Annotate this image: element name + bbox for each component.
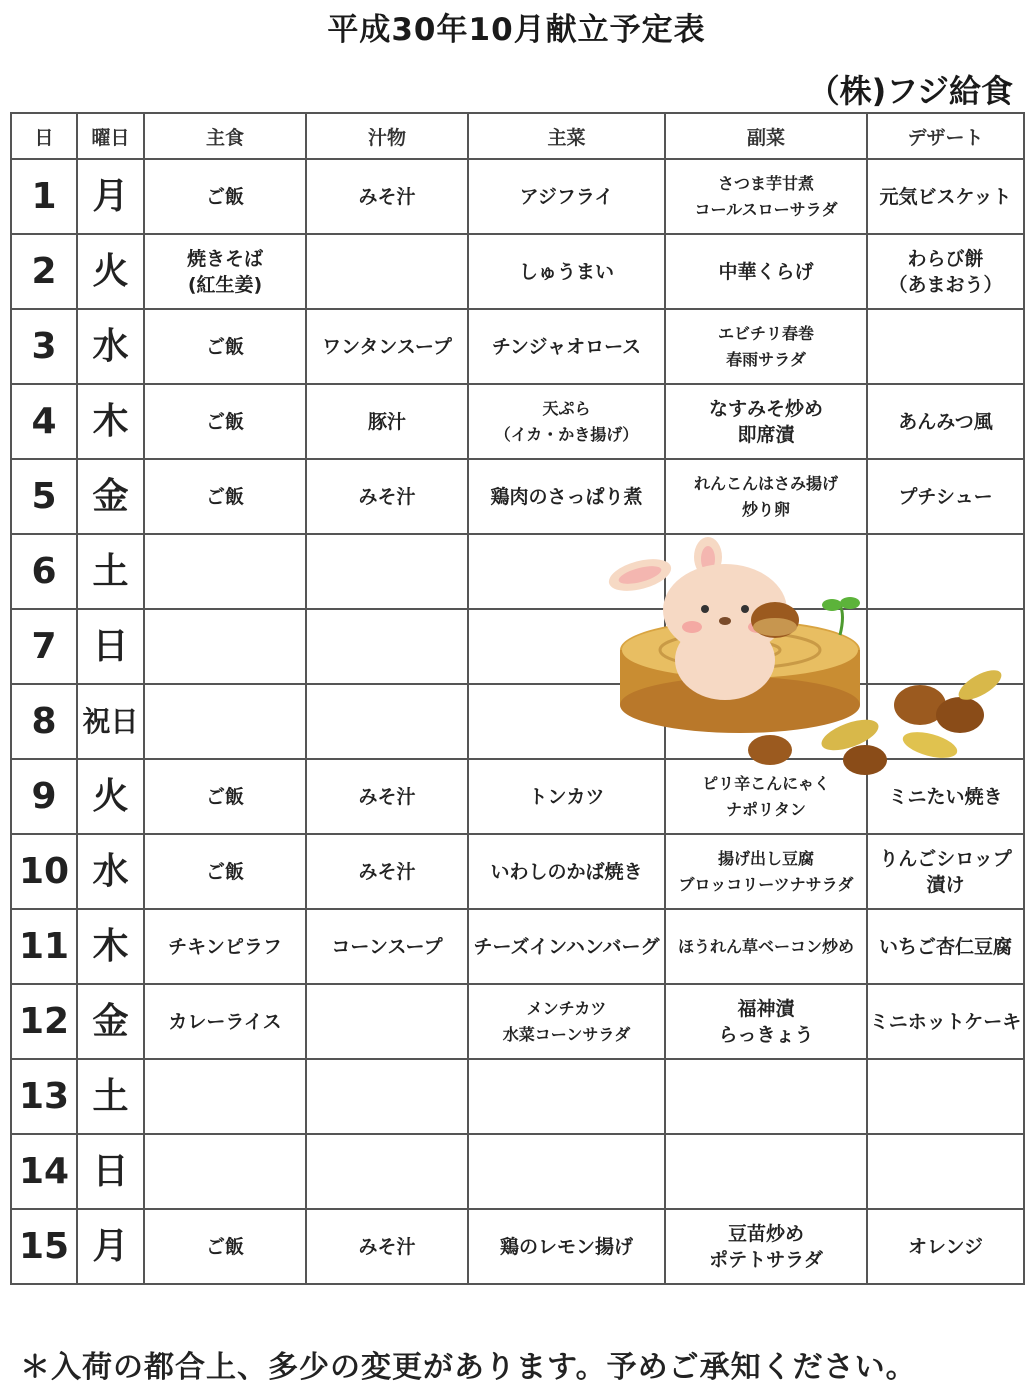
staple-cell	[144, 384, 306, 459]
main-dish-cell	[468, 984, 665, 1059]
page-title: 平成30年10月献立予定表	[327, 12, 706, 48]
day-cell-text: 9	[31, 775, 57, 817]
side-dish-cell-text: 福神漬 らっきょう	[718, 997, 814, 1046]
staple-cell-text: カレーライス	[168, 1010, 282, 1033]
soup-cell	[306, 759, 468, 834]
table-row	[11, 909, 1024, 984]
weekday-cell-text: 土	[92, 1075, 129, 1117]
day-cell	[11, 609, 77, 684]
weekday-cell	[77, 834, 144, 909]
dessert-cell	[867, 384, 1024, 459]
main-dish-cell	[468, 1209, 665, 1284]
weekday-cell-text: 月	[92, 175, 129, 217]
soup-cell	[306, 309, 468, 384]
staple-cell	[144, 684, 306, 759]
side-dish-cell	[665, 834, 867, 909]
main-dish-cell-text: トンカツ	[528, 785, 605, 808]
side-dish-cell	[665, 159, 867, 234]
soup-cell-text: みそ汁	[358, 485, 416, 508]
main-dish-cell-text: メンチカツ 水菜コーンサラダ	[502, 998, 631, 1044]
day-cell-text: 11	[18, 925, 70, 967]
main-dish-cell	[468, 384, 665, 459]
staple-cell	[144, 834, 306, 909]
staple-cell-text: ご飯	[205, 1235, 244, 1258]
staple-cell	[144, 609, 306, 684]
dessert-cell	[867, 159, 1024, 234]
main-dish-cell-text: 天ぷら （イカ・かき揚げ）	[494, 398, 639, 444]
dessert-cell-text: いちご杏仁豆腐	[878, 935, 1012, 958]
staple-cell-text: チキンピラフ	[168, 935, 282, 958]
soup-cell	[306, 159, 468, 234]
soup-cell	[306, 534, 468, 609]
weekday-cell-text: 木	[92, 925, 129, 967]
side-dish-cell	[665, 309, 867, 384]
side-dish-cell-text: ほうれん草ベーコン炒め	[677, 936, 854, 956]
staple-cell	[144, 1209, 306, 1284]
soup-cell	[306, 909, 468, 984]
side-dish-cell	[665, 384, 867, 459]
header-main-dish: 主菜	[468, 113, 665, 159]
side-dish-cell	[665, 984, 867, 1059]
rabbit-on-stump-with-chestnuts-icon	[600, 535, 1010, 795]
weekday-cell	[77, 384, 144, 459]
staple-cell	[144, 234, 306, 309]
day-cell	[11, 1209, 77, 1284]
side-dish-cell	[665, 459, 867, 534]
table-row	[11, 159, 1024, 234]
day-cell-text: 3	[31, 325, 57, 367]
header-row	[11, 113, 1024, 159]
weekday-cell	[77, 534, 144, 609]
weekday-cell	[77, 909, 144, 984]
staple-cell-text: ご飯	[205, 860, 244, 883]
side-dish-cell-text: ピリ辛こんにゃく ナポリタン	[702, 773, 830, 819]
dessert-cell	[867, 309, 1024, 384]
soup-cell-text: みそ汁	[358, 1235, 416, 1258]
side-dish-cell	[665, 909, 867, 984]
staple-cell	[144, 159, 306, 234]
soup-cell	[306, 459, 468, 534]
day-cell-text: 5	[31, 475, 57, 517]
main-dish-cell	[468, 309, 665, 384]
dessert-cell-text: 元気ビスケット	[879, 185, 1012, 208]
weekday-cell	[77, 1059, 144, 1134]
day-cell	[11, 684, 77, 759]
day-cell	[11, 384, 77, 459]
day-cell-text: 7	[31, 625, 57, 667]
weekday-cell	[77, 1209, 144, 1284]
soup-cell-text: 豚汁	[367, 410, 406, 433]
side-dish-cell-text: れんこんはさみ揚げ 炒り卵	[693, 473, 838, 519]
dessert-cell	[867, 909, 1024, 984]
main-dish-cell	[468, 1059, 665, 1134]
staple-cell	[144, 759, 306, 834]
dessert-cell	[867, 1059, 1024, 1134]
soup-cell	[306, 234, 468, 309]
staple-cell	[144, 909, 306, 984]
day-cell-text: 6	[31, 550, 57, 592]
day-cell-text: 1	[31, 175, 57, 217]
dessert-cell-text: わらび餅 （あまおう）	[888, 247, 1003, 296]
dessert-cell	[867, 834, 1024, 909]
side-dish-cell	[665, 234, 867, 309]
side-dish-cell-text: なすみそ炒め 即席漬	[708, 397, 823, 446]
day-cell	[11, 984, 77, 1059]
dessert-cell-text: あんみつ風	[898, 410, 993, 433]
main-dish-cell-text: いわしのかば焼き	[490, 860, 643, 883]
weekday-cell-text: 金	[92, 1000, 129, 1042]
staple-cell	[144, 459, 306, 534]
main-dish-cell	[468, 459, 665, 534]
side-dish-cell-text: さつま芋甘煮 コールスローサラダ	[694, 173, 838, 219]
soup-cell-text: みそ汁	[358, 860, 416, 883]
weekday-cell-text: 日	[92, 625, 129, 667]
staple-cell-text: ご飯	[205, 335, 244, 358]
side-dish-cell-text: 豆苗炒め ポテトサラダ	[709, 1222, 823, 1271]
dessert-cell	[867, 1209, 1024, 1284]
soup-cell	[306, 609, 468, 684]
table-row	[11, 459, 1024, 534]
weekday-cell-text: 祝日	[82, 704, 139, 738]
notice-text: ＊入荷の都合上、多少の変更があります。予めご承知ください。	[20, 1350, 917, 1385]
soup-cell	[306, 834, 468, 909]
staple-cell	[144, 1059, 306, 1134]
soup-cell	[306, 384, 468, 459]
day-cell	[11, 1134, 77, 1209]
day-cell	[11, 159, 77, 234]
staple-cell-text: ご飯	[205, 485, 244, 508]
main-dish-cell-text: 鶏のレモン揚げ	[499, 1235, 633, 1258]
table-row	[11, 234, 1024, 309]
side-dish-cell-text: エビチリ春巻 春雨サラダ	[717, 323, 814, 369]
header-staple: 主食	[144, 113, 306, 159]
weekday-cell	[77, 459, 144, 534]
soup-cell	[306, 984, 468, 1059]
day-cell	[11, 534, 77, 609]
header-soup: 汁物	[306, 113, 468, 159]
side-dish-cell-text: 揚げ出し豆腐 ブロッコリーツナサラダ	[678, 848, 854, 894]
staple-cell	[144, 1134, 306, 1209]
main-dish-cell-text: 鶏肉のさっぱり煮	[490, 485, 643, 508]
table-row	[11, 384, 1024, 459]
day-cell	[11, 909, 77, 984]
weekday-cell-text: 月	[92, 1225, 129, 1267]
main-dish-cell	[468, 1134, 665, 1209]
weekday-cell	[77, 1134, 144, 1209]
weekday-cell-text: 日	[92, 1150, 129, 1192]
day-cell	[11, 234, 77, 309]
soup-cell-text: みそ汁	[358, 785, 416, 808]
dessert-cell	[867, 234, 1024, 309]
soup-cell-text: みそ汁	[358, 185, 416, 208]
day-cell-text: 15	[18, 1225, 70, 1267]
weekday-cell	[77, 609, 144, 684]
dessert-cell-text: オレンジ	[907, 1235, 984, 1258]
day-cell	[11, 459, 77, 534]
main-dish-cell-text: チンジャオロース	[491, 335, 642, 358]
weekday-cell	[77, 984, 144, 1059]
staple-cell-text: ご飯	[205, 410, 244, 433]
weekday-cell-text: 火	[92, 250, 129, 292]
main-dish-cell	[468, 834, 665, 909]
soup-cell	[306, 1134, 468, 1209]
dessert-cell-text: ミニたい焼き	[888, 785, 1003, 808]
table-row	[11, 309, 1024, 384]
dessert-cell	[867, 984, 1024, 1059]
dessert-cell-text: ミニホットケーキ	[869, 1010, 1022, 1033]
weekday-cell-text: 水	[92, 850, 129, 892]
header-day: 日	[11, 113, 77, 159]
main-dish-cell	[468, 234, 665, 309]
dessert-cell	[867, 459, 1024, 534]
dessert-cell-text: りんごシロップ 漬け	[879, 847, 1012, 896]
dessert-cell-text: プチシュー	[898, 485, 993, 508]
dessert-cell	[867, 1134, 1024, 1209]
side-dish-cell	[665, 1059, 867, 1134]
table-row	[11, 1134, 1024, 1209]
header-weekday: 曜日	[77, 113, 144, 159]
day-cell	[11, 834, 77, 909]
day-cell-text: 10	[18, 850, 70, 892]
day-cell	[11, 759, 77, 834]
table-row	[11, 1059, 1024, 1134]
main-dish-cell	[468, 159, 665, 234]
day-cell	[11, 1059, 77, 1134]
day-cell-text: 8	[31, 700, 57, 742]
main-dish-cell-text: アジフライ	[519, 185, 614, 208]
soup-cell	[306, 1209, 468, 1284]
staple-cell	[144, 309, 306, 384]
day-cell	[11, 309, 77, 384]
day-cell-text: 2	[31, 250, 57, 292]
header-dessert: デザート	[867, 113, 1024, 159]
main-dish-cell-text: しゅうまい	[518, 260, 614, 283]
day-cell-text: 4	[31, 400, 57, 442]
table-row	[11, 834, 1024, 909]
soup-cell	[306, 1059, 468, 1134]
main-dish-cell	[468, 909, 665, 984]
staple-cell-text: 焼きそば (紅生姜)	[186, 247, 263, 296]
header-side-dish: 副菜	[665, 113, 867, 159]
soup-cell-text: ワンタンスープ	[322, 335, 452, 358]
weekday-cell	[77, 159, 144, 234]
day-cell-text: 14	[18, 1150, 70, 1192]
company-name: （株)フジ給食	[807, 72, 1013, 110]
main-dish-cell-text: チーズインハンバーグ	[473, 935, 660, 958]
weekday-cell-text: 木	[92, 400, 129, 442]
weekday-cell-text: 金	[92, 475, 129, 517]
staple-cell-text: ご飯	[205, 785, 244, 808]
staple-cell	[144, 984, 306, 1059]
soup-cell-text: コーンスープ	[331, 935, 443, 958]
side-dish-cell-text: 中華くらげ	[718, 260, 814, 283]
day-cell-text: 13	[18, 1075, 70, 1117]
weekday-cell	[77, 684, 144, 759]
side-dish-cell	[665, 1209, 867, 1284]
weekday-cell-text: 火	[92, 775, 129, 817]
table-row	[11, 984, 1024, 1059]
day-cell-text: 12	[18, 1000, 70, 1042]
weekday-cell	[77, 234, 144, 309]
weekday-cell-text: 土	[92, 550, 129, 592]
soup-cell	[306, 684, 468, 759]
staple-cell-text: ご飯	[205, 185, 244, 208]
weekday-cell	[77, 759, 144, 834]
weekday-cell-text: 水	[92, 325, 129, 367]
side-dish-cell	[665, 1134, 867, 1209]
staple-cell	[144, 534, 306, 609]
table-row	[11, 1209, 1024, 1284]
weekday-cell	[77, 309, 144, 384]
